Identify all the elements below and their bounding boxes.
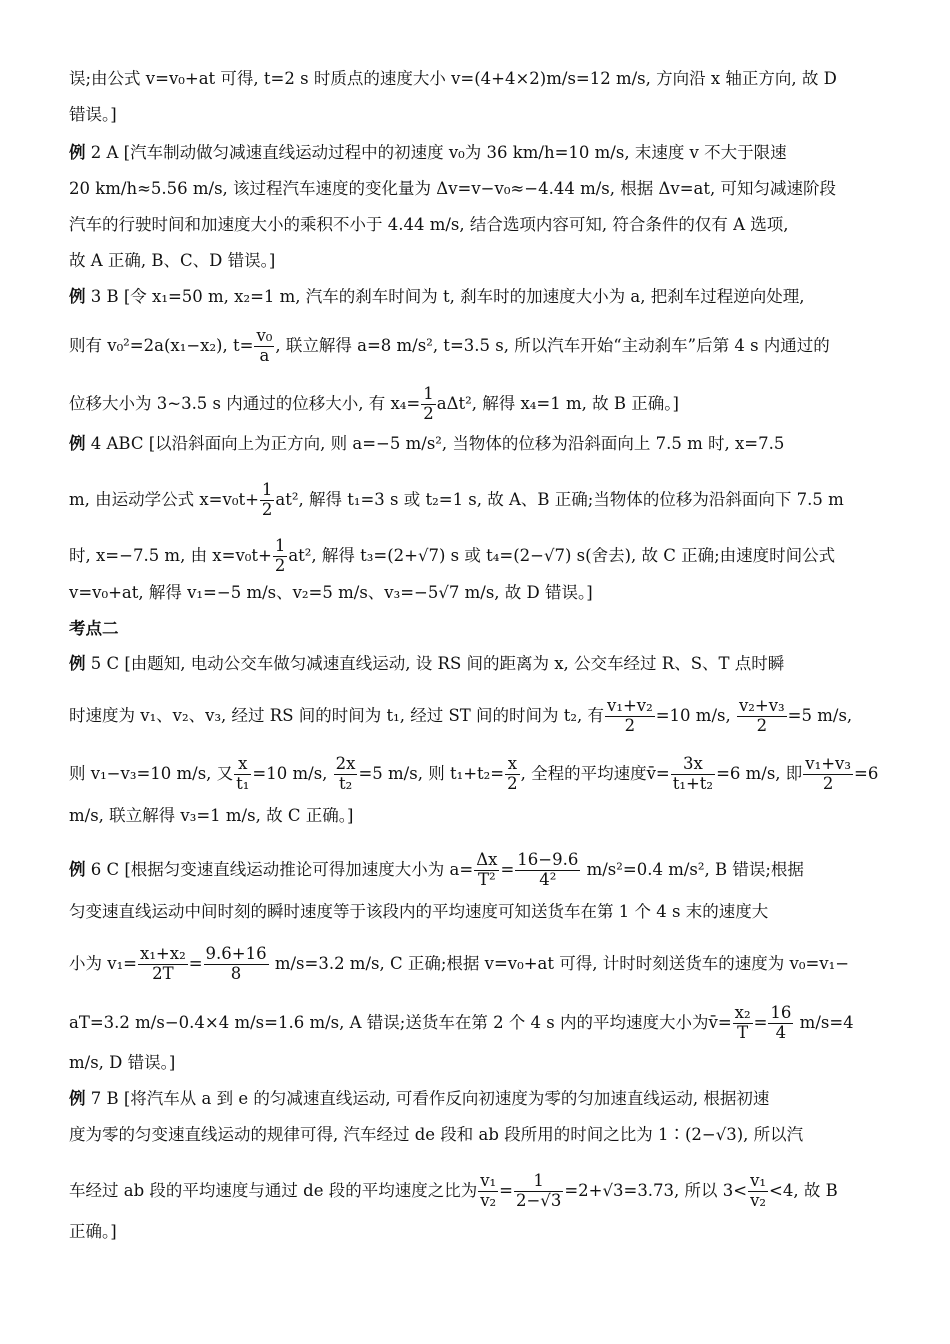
text-span: 2 A [汽车制动做匀减速直线运动过程中的初速度 v₀为 36 km/h=10 m/s, 末速度 v 不大于限速 — [90, 143, 787, 162]
denominator: 2 — [274, 555, 286, 575]
numerator: 9.6+16 — [205, 944, 267, 963]
denominator: 4² — [539, 869, 557, 889]
fraction — [748, 1172, 768, 1211]
numerator: Δx — [476, 850, 498, 869]
text-span: m, 由运动学公式 x=v₀t+ — [69, 489, 259, 509]
text-line — [69, 1004, 889, 1043]
text-span: =2+√3=3.73, 所以 3< — [564, 1180, 748, 1200]
text-span: 小为 v₁= — [69, 953, 138, 973]
fraction — [421, 385, 436, 424]
numerator: 2x — [335, 754, 356, 773]
text-span: 则 v₁−v₃=10 m/s, 又 — [69, 763, 234, 783]
numerator: v₁ — [480, 1171, 497, 1190]
denominator: v₂ — [750, 1190, 767, 1210]
text-line: m/s, D 错误。] — [69, 1053, 176, 1072]
text-span: 则有 v₀²=2a(x₁−x₂), t= — [69, 335, 254, 355]
text-span: m/s=3.2 m/s, C 正确;根据 v=v₀+at 可得, 计时时刻送货车的速度为 v₀=v₁− — [274, 953, 850, 973]
denominator: 2 — [423, 403, 434, 423]
denominator: 2T — [152, 963, 174, 983]
denominator: 2 — [624, 715, 636, 735]
denominator: 2 — [261, 499, 273, 519]
text-span: 时速度为 v₁、v₂、v₃, 经过 RS 间的时间为 t₁, 经过 ST 间的时间为 t₂, 有 — [69, 705, 605, 725]
text-span: =6 m/s, 即 — [716, 763, 803, 783]
denominator: t₂ — [338, 773, 353, 793]
text-span: aT=3.2 m/s−0.4×4 m/s=1.6 m/s, A 错误;送货车在第 2 个 4 s 内的平均速度大小为v̄= — [69, 1012, 732, 1032]
text-span: = — [499, 1180, 513, 1200]
numerator: v₁ — [750, 1171, 767, 1190]
fraction — [515, 851, 580, 890]
denominator: t₁+t₂ — [672, 773, 714, 793]
numerator: v₀ — [256, 326, 273, 345]
text-line: 错误。] — [69, 105, 117, 124]
text-line — [69, 1172, 889, 1211]
text-line: 汽车的行驶时间和加速度大小的乘积不小于 4.44 m/s, 结合选项内容可知, 符合条件的仅有 A 选项, — [69, 215, 789, 234]
denominator: T — [737, 1022, 749, 1042]
example-label: 例 — [69, 287, 86, 306]
text-span: m/s=4 — [799, 1012, 854, 1032]
denominator: 2 — [822, 773, 834, 793]
text-line — [69, 385, 889, 424]
text-span: =5 m/s, — [787, 705, 853, 725]
denominator: 4 — [775, 1022, 787, 1042]
example-3 — [69, 286, 889, 308]
numerator: 16−9.6 — [517, 850, 579, 869]
text-span: 5 C [由题知, 电动公交车做匀减速直线运动, 设 RS 间的距离为 x, 公交车经过 R、S、T 点时瞬 — [90, 654, 785, 673]
text-span: m/s²=0.4 m/s², B 错误;根据 — [586, 859, 804, 879]
fraction — [273, 537, 288, 576]
denominator: t₁ — [236, 773, 250, 793]
text-span: at², 解得 t₃=(2+√7) s 或 t₄=(2−√7) s(舍去), 故 C 正确;由速度时间公式 — [288, 545, 836, 565]
denominator: 8 — [230, 963, 242, 983]
text-line: 误;由公式 v=v₀+at 可得, t=2 s 时质点的速度大小 v=(4+4×2)m/s=12 m/s, 方向沿 x 轴正方向, 故 D — [69, 69, 837, 88]
example-4 — [69, 433, 889, 455]
numerator: v₁+v₃ — [805, 754, 851, 773]
section-heading: 考点二 — [69, 619, 119, 638]
text-span: = — [188, 953, 203, 973]
text-line — [69, 755, 889, 794]
example-label: 例 — [69, 434, 86, 453]
text-line: v=v₀+at, 解得 v₁=−5 m/s、v₂=5 m/s、v₃=−5√7 m/s, 故 D 错误。] — [69, 583, 593, 602]
text-span: =5 m/s, 则 t₁+t₂= — [358, 763, 505, 783]
denominator: T² — [478, 869, 496, 889]
numerator: 1 — [514, 1172, 563, 1192]
numerator: 1 — [261, 480, 273, 499]
text-line: 故 A 正确, B、C、D 错误。] — [69, 251, 276, 270]
text-span: aΔt², 解得 x₄=1 m, 故 B 正确。] — [436, 393, 679, 413]
fraction — [514, 1172, 563, 1211]
example-5 — [69, 653, 889, 675]
example-6 — [69, 851, 889, 890]
text-line: 正确。] — [69, 1222, 117, 1241]
example-2 — [69, 142, 889, 164]
text-span: =10 m/s, — [655, 705, 731, 725]
fraction — [260, 481, 275, 520]
numerator: x₂ — [734, 1003, 751, 1022]
text-line — [69, 945, 889, 984]
fraction — [737, 697, 787, 736]
text-span: 车经过 ab 段的平均速度与通过 de 段的平均速度之比为 — [69, 1180, 478, 1200]
text-span: , 全程的平均速度v̄= — [520, 763, 670, 783]
numerator: 3x — [671, 755, 715, 775]
text-span: =10 m/s, — [252, 763, 328, 783]
fraction — [733, 1004, 753, 1043]
numerator: v₁+v₂ — [607, 696, 653, 715]
fraction — [605, 697, 655, 736]
text-span: = — [753, 1012, 768, 1032]
text-line — [69, 327, 889, 366]
numerator: 16 — [770, 1003, 792, 1022]
example-label: 例 — [69, 859, 86, 879]
numerator: 1 — [423, 384, 434, 403]
numerator: x — [234, 755, 251, 775]
text-span: 7 B [将汽车从 a 到 e 的匀减速直线运动, 可看作反向初速度为零的匀加速直线运动, 根据初速 — [90, 1089, 770, 1108]
text-span: <4, 故 B — [769, 1180, 838, 1200]
text-span: at², 解得 t₁=3 s 或 t₂=1 s, 故 A、B 正确;当物体的位移为沿斜面向下 7.5 m — [275, 489, 844, 509]
numerator: x₁+x₂ — [140, 944, 186, 963]
fraction — [671, 755, 715, 794]
text-span: = — [500, 859, 515, 879]
fraction — [138, 945, 188, 984]
text-line: 匀变速直线运动中间时刻的瞬时速度等于该段内的平均速度可知送货车在第 1 个 4 s 末的速度大 — [69, 902, 769, 921]
example-7 — [69, 1088, 889, 1110]
example-label: 例 — [69, 1089, 86, 1108]
numerator: 1 — [274, 536, 286, 555]
fraction — [803, 755, 853, 794]
text-line — [69, 481, 889, 520]
denominator: a — [259, 345, 270, 365]
fraction — [478, 1172, 498, 1211]
text-line — [69, 537, 889, 576]
text-line — [69, 697, 889, 736]
denominator: 2−√3 — [515, 1190, 562, 1210]
text-line: m/s, 联立解得 v₃=1 m/s, 故 C 正确。] — [69, 806, 354, 825]
fraction — [234, 755, 251, 794]
denominator: 2 — [756, 715, 768, 735]
text-span: 时, x=−7.5 m, 由 x=v₀t+ — [69, 545, 272, 565]
text-line: 度为零的匀变速直线运动的规律可得, 汽车经过 de 段和 ab 段所用的时间之比为 1∶(2−√3), 所以汽 — [69, 1125, 804, 1144]
fraction — [768, 1004, 793, 1043]
text-span: =6 — [854, 763, 879, 783]
fraction — [474, 851, 499, 890]
fraction — [204, 945, 269, 984]
denominator: v₂ — [480, 1190, 497, 1210]
text-span: , 联立解得 a=8 m/s², t=3.5 s, 所以汽车开始“主动刹车”后第 4 s 内通过的 — [275, 335, 830, 355]
text-line: 20 km/h≈5.56 m/s, 该过程汽车速度的变化量为 Δv=v−v₀≈−4.44 m/s, 根据 Δv=at, 可知匀减速阶段 — [69, 179, 836, 198]
text-span: 6 C [根据匀变速直线运动推论可得加速度大小为 a= — [90, 859, 474, 879]
example-label: 例 — [69, 143, 86, 162]
text-span: 4 ABC [以沿斜面向上为正方向, 则 a=−5 m/s², 当物体的位移为沿斜面向上 7.5 m 时, x=7.5 — [90, 434, 785, 453]
numerator: x — [505, 755, 520, 775]
numerator: v₂+v₃ — [738, 696, 785, 715]
fraction — [334, 755, 358, 794]
text-span: 3 B [令 x₁=50 m, x₂=1 m, 汽车的刹车时间为 t, 刹车时的加速度大小为 a, 把刹车过程逆向处理, — [90, 287, 805, 306]
denominator: 2 — [507, 773, 518, 793]
fraction — [505, 755, 520, 794]
text-span: 位移大小为 3~3.5 s 内通过的位移大小, 有 x₄= — [69, 393, 421, 413]
example-label: 例 — [69, 654, 86, 673]
fraction — [254, 327, 274, 366]
